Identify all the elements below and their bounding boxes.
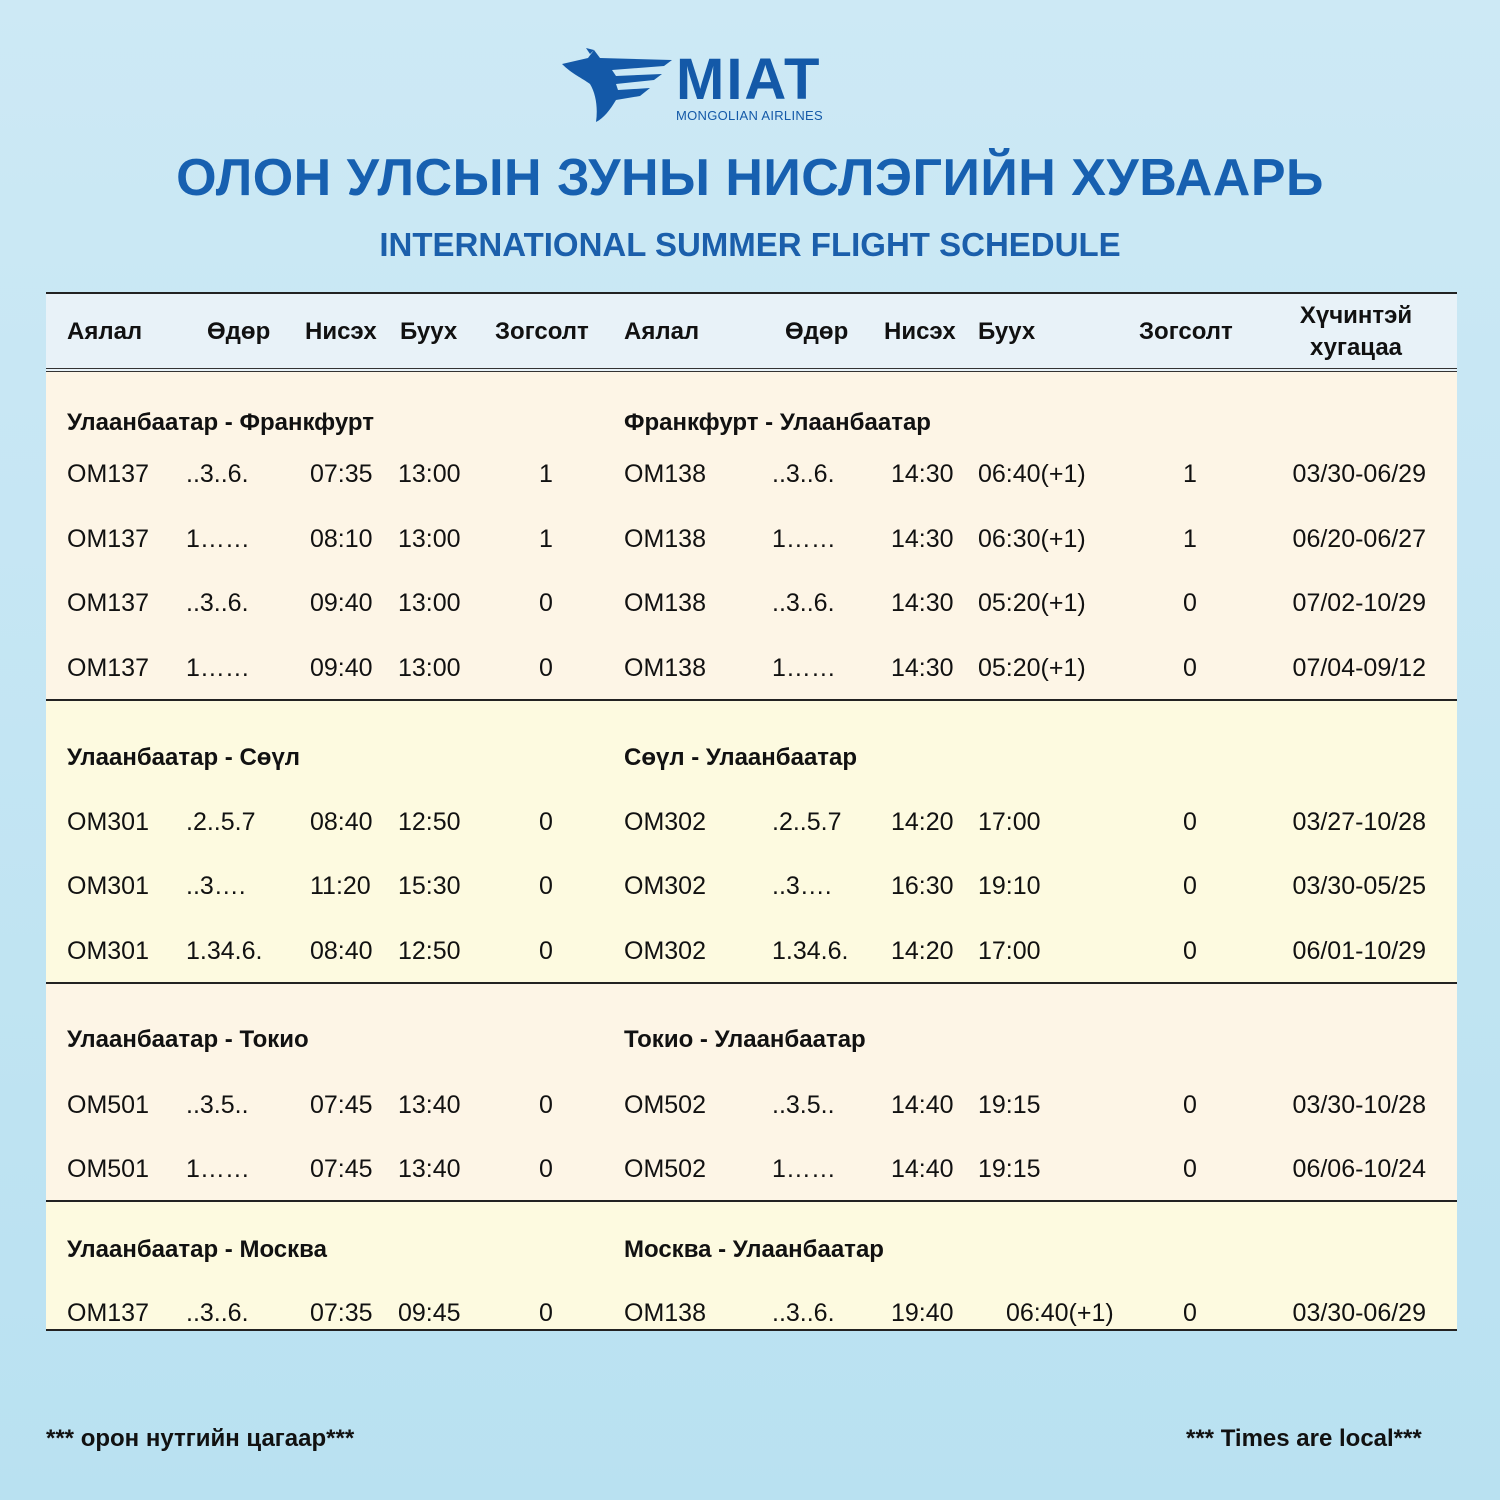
table-row bbox=[46, 460, 1457, 500]
arrival-out: 13:00 bbox=[398, 654, 461, 682]
days-in: ..3..6. bbox=[772, 1299, 835, 1327]
stops-out: 1 bbox=[539, 525, 553, 553]
days-out: 1.34.6. bbox=[186, 937, 263, 965]
arrival-in: 17:00 bbox=[978, 808, 1041, 836]
header-departure-out: Нисэх bbox=[305, 318, 377, 345]
flight-in: OM302 bbox=[624, 937, 706, 965]
validity: 03/30-06/29 bbox=[1292, 1299, 1426, 1327]
flight-in: OM138 bbox=[624, 654, 706, 682]
arrival-in: 06:40(+1) bbox=[978, 460, 1086, 488]
days-in: 1…… bbox=[772, 525, 836, 553]
stops-in: 0 bbox=[1183, 1299, 1197, 1327]
arrival-out: 15:30 bbox=[398, 872, 461, 900]
departure-in: 14:30 bbox=[891, 654, 954, 682]
miat-logo bbox=[560, 48, 840, 128]
flight-in: OM138 bbox=[624, 460, 706, 488]
stops-in: 0 bbox=[1183, 1091, 1197, 1119]
departure-in: 14:30 bbox=[891, 460, 954, 488]
route-inbound: Токио - Улаанбаатар bbox=[624, 1026, 866, 1053]
header-validity-line2: хугацаа bbox=[1309, 334, 1403, 361]
arrival-in: 06:30(+1) bbox=[978, 525, 1086, 553]
table-row bbox=[46, 1299, 1457, 1339]
departure-out: 11:20 bbox=[310, 872, 371, 900]
departure-in: 14:30 bbox=[891, 525, 954, 553]
validity: 03/30-10/28 bbox=[1292, 1091, 1426, 1119]
page-title-english: INTERNATIONAL SUMMER FLIGHT SCHEDULE bbox=[379, 226, 1121, 263]
table-row bbox=[46, 589, 1457, 629]
flight-out: OM501 bbox=[67, 1155, 149, 1183]
departure-in: 14:30 bbox=[891, 589, 954, 617]
route-section-tokyo bbox=[46, 984, 1457, 1202]
arrival-in: 05:20(+1) bbox=[978, 589, 1086, 617]
flight-in: OM138 bbox=[624, 589, 706, 617]
route-inbound: Москва - Улаанбаатар bbox=[624, 1236, 884, 1263]
route-outbound: Улаанбаатар - Франкфурт bbox=[67, 409, 374, 436]
days-in: .2..5.7 bbox=[772, 808, 842, 836]
header-arrival-out: Буух bbox=[400, 318, 458, 345]
footer-note-english: *** Times are local*** bbox=[1186, 1425, 1422, 1452]
stops-in: 0 bbox=[1183, 808, 1197, 836]
flight-out: OM137 bbox=[67, 654, 149, 682]
header-validity-line1: Хүчинтэй bbox=[1299, 302, 1413, 329]
stops-out: 0 bbox=[539, 808, 553, 836]
arrival-out: 13:40 bbox=[398, 1155, 461, 1183]
days-out: 1…… bbox=[186, 1155, 250, 1183]
days-in: 1…… bbox=[772, 1155, 836, 1183]
arrival-out: 13:00 bbox=[398, 525, 461, 553]
arrival-out: 13:40 bbox=[398, 1091, 461, 1119]
flight-out: OM301 bbox=[67, 808, 149, 836]
arrival-in: 05:20(+1) bbox=[978, 654, 1086, 682]
flight-out: OM137 bbox=[67, 460, 149, 488]
flight-out: OM137 bbox=[67, 589, 149, 617]
table-row bbox=[46, 654, 1457, 694]
departure-in: 16:30 bbox=[891, 872, 954, 900]
days-out: 1…… bbox=[186, 525, 250, 553]
validity: 06/01-10/29 bbox=[1292, 937, 1426, 965]
departure-in: 14:20 bbox=[891, 937, 954, 965]
header-flight-in: Аялал bbox=[624, 318, 700, 345]
route-outbound: Улаанбаатар - Токио bbox=[67, 1026, 309, 1053]
stops-in: 0 bbox=[1183, 1155, 1197, 1183]
stops-out: 0 bbox=[539, 654, 553, 682]
route-section-frankfurt bbox=[46, 372, 1457, 701]
header-days-in: Өдөр bbox=[785, 318, 849, 345]
stops-in: 1 bbox=[1183, 460, 1197, 488]
stops-in: 0 bbox=[1183, 937, 1197, 965]
table-row bbox=[46, 525, 1457, 565]
departure-out: 08:40 bbox=[310, 808, 373, 836]
departure-in: 19:40 bbox=[891, 1299, 954, 1327]
page-title-mongolian: ОЛОН УЛСЫН ЗУНЫ НИСЛЭГИЙН ХУВААРЬ bbox=[176, 149, 1324, 207]
days-in: ..3..6. bbox=[772, 589, 835, 617]
stops-out: 0 bbox=[539, 1299, 553, 1327]
flight-in: OM138 bbox=[624, 1299, 706, 1327]
header-arrival-in: Буух bbox=[978, 318, 1036, 345]
route-inbound: Франкфурт - Улаанбаатар bbox=[624, 409, 931, 436]
route-section-moscow bbox=[46, 1202, 1457, 1331]
validity: 03/30-06/29 bbox=[1292, 460, 1426, 488]
arrival-out: 12:50 bbox=[398, 937, 461, 965]
table-row bbox=[46, 872, 1457, 912]
header-stops-out: Зогсолт bbox=[495, 318, 589, 345]
validity: 06/20-06/27 bbox=[1292, 525, 1426, 553]
flight-out: OM501 bbox=[67, 1091, 149, 1119]
table-row bbox=[46, 1091, 1457, 1131]
header-stops-in: Зогсолт bbox=[1139, 318, 1233, 345]
validity: 06/06-10/24 bbox=[1292, 1155, 1426, 1183]
departure-out: 08:40 bbox=[310, 937, 373, 965]
stops-out: 0 bbox=[539, 589, 553, 617]
departure-out: 07:45 bbox=[310, 1091, 373, 1119]
flight-out: OM137 bbox=[67, 525, 149, 553]
arrival-out: 09:45 bbox=[398, 1299, 461, 1327]
validity: 07/02-10/29 bbox=[1292, 589, 1426, 617]
header-days-out: Өдөр bbox=[207, 318, 271, 345]
stops-in: 0 bbox=[1183, 654, 1197, 682]
flight-out: OM301 bbox=[67, 937, 149, 965]
departure-out: 07:45 bbox=[310, 1155, 373, 1183]
header-flight-out: Аялал bbox=[67, 318, 143, 345]
arrival-in: 17:00 bbox=[978, 937, 1041, 965]
arrival-out: 13:00 bbox=[398, 589, 461, 617]
days-in: ..3..6. bbox=[772, 460, 835, 488]
route-outbound: Улаанбаатар - Сөүл bbox=[67, 744, 301, 771]
header-departure-in: Нисэх bbox=[884, 318, 956, 345]
table-row bbox=[46, 808, 1457, 848]
stops-out: 1 bbox=[539, 460, 553, 488]
validity: 03/27-10/28 bbox=[1292, 808, 1426, 836]
departure-out: 09:40 bbox=[310, 654, 373, 682]
days-out: ..3..6. bbox=[186, 460, 249, 488]
days-out: 1…… bbox=[186, 654, 250, 682]
arrival-in: 06:40(+1) bbox=[1006, 1299, 1114, 1327]
validity: 03/30-05/25 bbox=[1292, 872, 1426, 900]
days-in: ..3…. bbox=[772, 872, 832, 900]
arrival-in: 19:10 bbox=[978, 872, 1041, 900]
footer-note-mongolian: *** орон нутгийн цагаар*** bbox=[46, 1425, 355, 1452]
arrival-in: 19:15 bbox=[978, 1155, 1041, 1183]
departure-out: 09:40 bbox=[310, 589, 373, 617]
days-out: ..3.5.. bbox=[186, 1091, 249, 1119]
stops-in: 1 bbox=[1183, 525, 1197, 553]
days-out: ..3..6. bbox=[186, 1299, 249, 1327]
days-out: ..3…. bbox=[186, 872, 246, 900]
arrival-in: 19:15 bbox=[978, 1091, 1041, 1119]
bird-emblem-icon bbox=[560, 48, 676, 128]
flight-in: OM502 bbox=[624, 1155, 706, 1183]
days-in: 1.34.6. bbox=[772, 937, 849, 965]
flight-in: OM502 bbox=[624, 1091, 706, 1119]
table-header bbox=[46, 292, 1457, 372]
departure-in: 14:40 bbox=[891, 1091, 954, 1119]
days-in: ..3.5.. bbox=[772, 1091, 835, 1119]
arrival-out: 12:50 bbox=[398, 808, 461, 836]
validity: 07/04-09/12 bbox=[1292, 654, 1426, 682]
departure-in: 14:20 bbox=[891, 808, 954, 836]
stops-in: 0 bbox=[1183, 589, 1197, 617]
header-validity bbox=[1276, 300, 1436, 364]
days-out: ..3..6. bbox=[186, 589, 249, 617]
departure-out: 07:35 bbox=[310, 460, 373, 488]
departure-in: 14:40 bbox=[891, 1155, 954, 1183]
arrival-out: 13:00 bbox=[398, 460, 461, 488]
route-outbound: Улаанбаатар - Москва bbox=[67, 1236, 327, 1263]
flight-in: OM138 bbox=[624, 525, 706, 553]
days-out: .2..5.7 bbox=[186, 808, 256, 836]
table-row bbox=[46, 1155, 1457, 1195]
logo-subtitle: MONGOLIAN AIRLINES bbox=[676, 108, 823, 123]
route-inbound: Сөүл - Улаанбаатар bbox=[624, 744, 858, 771]
route-section-seoul bbox=[46, 701, 1457, 984]
logo-wordmark: MIAT bbox=[676, 47, 822, 112]
departure-out: 07:35 bbox=[310, 1299, 373, 1327]
flight-out: OM301 bbox=[67, 872, 149, 900]
days-in: 1…… bbox=[772, 654, 836, 682]
table-row bbox=[46, 937, 1457, 977]
stops-out: 0 bbox=[539, 1155, 553, 1183]
departure-out: 08:10 bbox=[310, 525, 373, 553]
stops-in: 0 bbox=[1183, 872, 1197, 900]
flight-in: OM302 bbox=[624, 872, 706, 900]
flight-out: OM137 bbox=[67, 1299, 149, 1327]
flight-in: OM302 bbox=[624, 808, 706, 836]
stops-out: 0 bbox=[539, 1091, 553, 1119]
stops-out: 0 bbox=[539, 872, 553, 900]
stops-out: 0 bbox=[539, 937, 553, 965]
